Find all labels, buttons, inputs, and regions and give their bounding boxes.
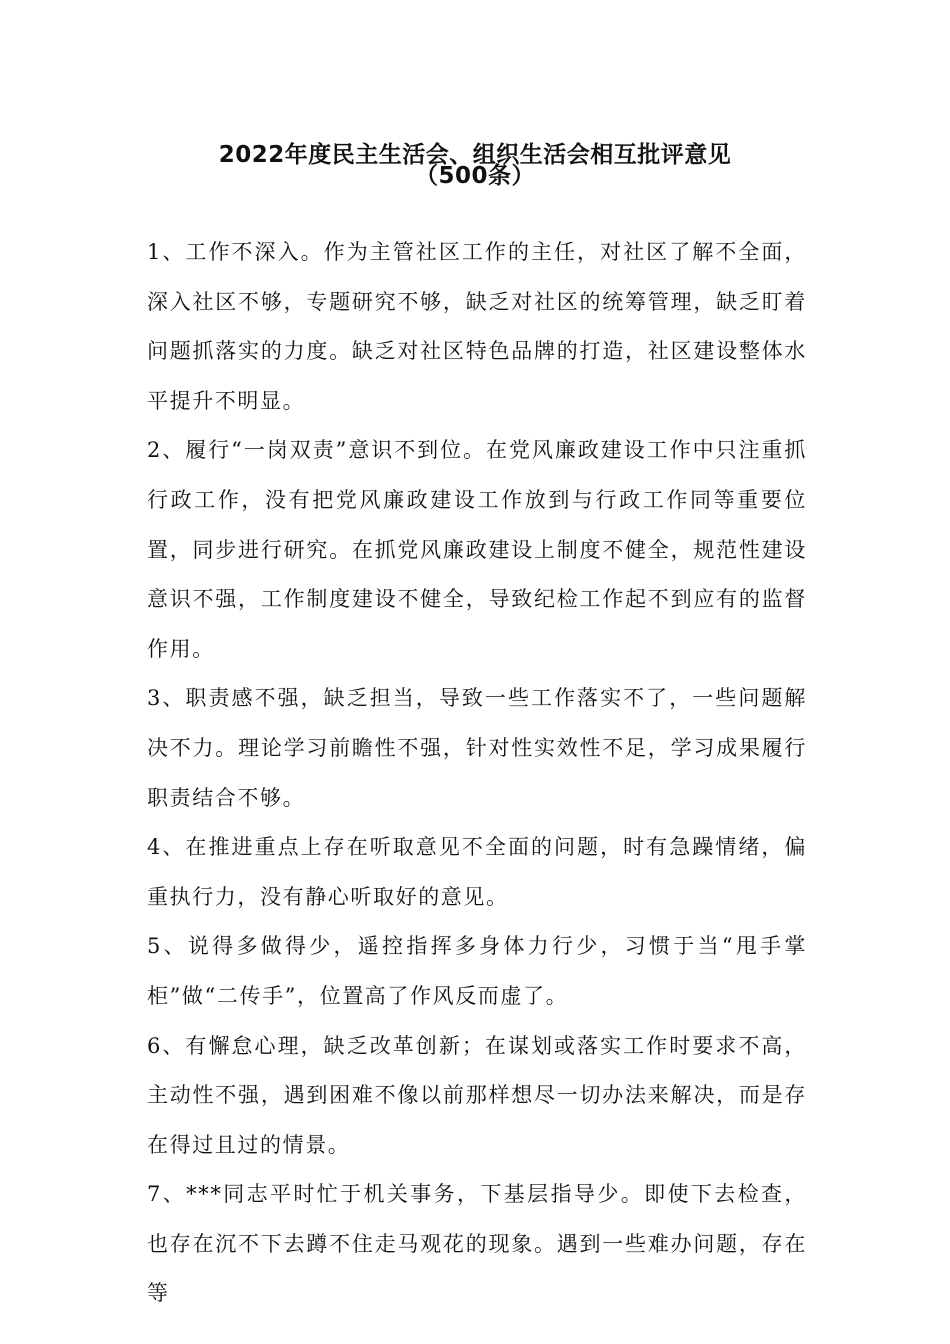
document-body (147, 228, 807, 1319)
document-title: 2022年度民主生活会、组织生活会相互批评意见 (218, 142, 732, 168)
paragraph-2: 2、履行“一岗双责”意识不到位。在党风廉政建设工作中只注重抓行政工作，没有把党风廉政建设工作放到与行政工作同等重要位置，同步进行研究。在抓党风廉政建设上制度不健全，规范性建设意识不强，工作制度建设不健全，导致纪检工作起不到应有的监督作用。 (147, 438, 807, 661)
paragraph-6: 6、有懈怠心理，缺乏改革创新；在谋划或落实工作时要求不高，主动性不强，遇到困难不像以前那样想尽一切办法来解决，而是存在得过且过的情景。 (147, 1033, 807, 1157)
paragraph-3: 3、职责感不强，缺乏担当，导致一些工作落实不了，一些问题解决不力。理论学习前瞻性不强，针对性实效性不足，学习成果履行职责结合不够。 (147, 686, 807, 810)
document-subtitle: （500条） (414, 163, 535, 189)
paragraph-4: 4、在推进重点上存在听取意见不全面的问题，时有急躁情绪，偏重执行力，没有静心听取好的意见。 (147, 835, 807, 909)
paragraph-1: 1、工作不深入。作为主管社区工作的主任，对社区了解不全面，深入社区不够，专题研究不够，缺乏对社区的统筹管理，缺乏盯着问题抓落实的力度。缺乏对社区特色品牌的打造，社区建设整体水平提升不明显。 (147, 240, 807, 413)
paragraph-7: 7、***同志平时忙于机关事务，下基层指导少。即使下去检查，也存在沉不下去蹲不住走马观花的现象。遇到一些难办问题，存在等 (147, 1182, 807, 1306)
paragraph-5: 5、说得多做得少，遥控指挥多身体力行少，习惯于当“甩手掌柜”做“二传手”，位置高了作风反而虚了。 (147, 934, 807, 1008)
